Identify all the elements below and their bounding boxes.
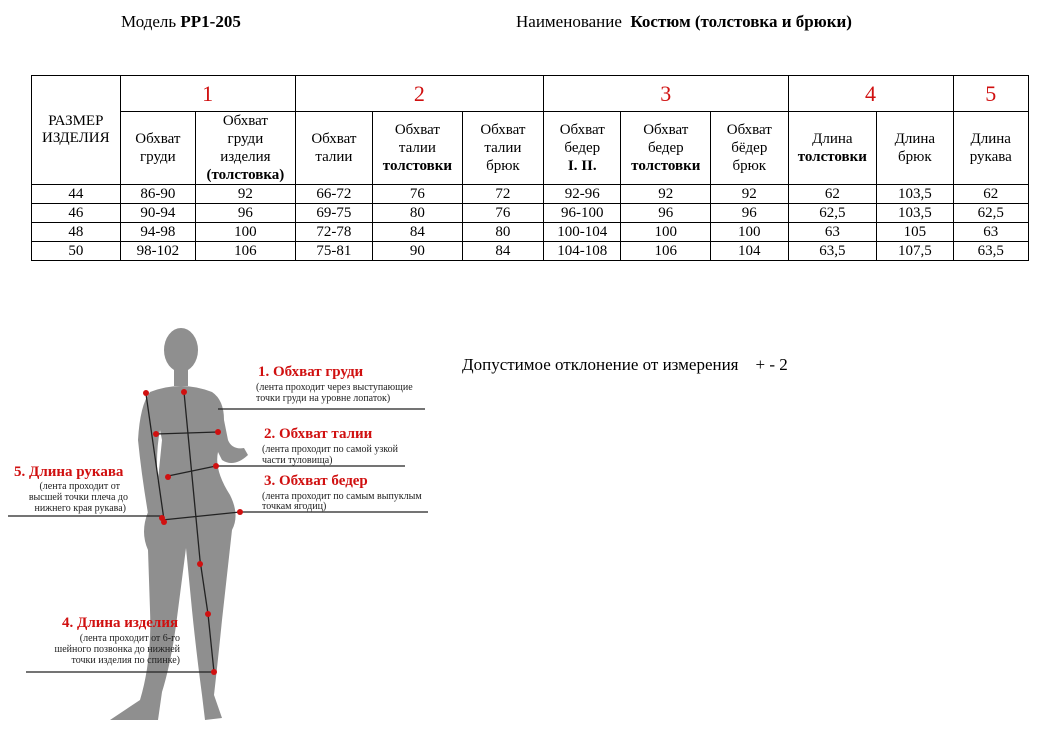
svg-text:1. Обхват груди: 1. Обхват груди: [258, 364, 364, 380]
col-sleeve-length: Длина рукава: [953, 112, 1029, 185]
svg-text:(лента проходит через выступаю: (лента проходит через выступающие: [256, 382, 413, 393]
tolerance-note: Допустимое отклонение от измерения + - 2: [462, 355, 788, 374]
svg-text:(лента проходит по самой узкой: (лента проходит по самой узкой: [262, 444, 398, 455]
col-waist-pants: Обхват талии брюк: [462, 112, 543, 185]
annotation-length: [55, 615, 181, 666]
col-hips-hoodie: Обхват бедер толстовки: [621, 112, 711, 185]
annotation-hips: [262, 473, 422, 512]
product-name-header: [516, 12, 852, 32]
svg-text:(лента проходит от 6-го: (лента проходит от 6-го: [79, 633, 180, 644]
table-row: 50 98-102 106 75-81 90 84 104-108 106 104 63,5 107,5 63,5: [32, 242, 1029, 261]
svg-text:(лента проходит от: (лента проходит от: [39, 481, 120, 492]
group-5-header: 5: [953, 76, 1029, 112]
svg-text:(лента проходит по самым выпук: (лента проходит по самым выпуклым: [262, 491, 422, 502]
svg-text:нижнего края рукава): нижнего края рукава): [34, 503, 126, 514]
col-length-hoodie: Длина толстовки: [788, 112, 877, 185]
name-value: Костюм (толстовка и брюки): [630, 12, 852, 31]
annotation-chest: [256, 364, 413, 404]
svg-text:высшей точки плеча до: высшей точки плеча до: [28, 492, 128, 503]
col-waist: Обхват талии: [295, 112, 372, 185]
svg-text:3. Обхват бедер: 3. Обхват бедер: [264, 473, 368, 489]
col-hips: Обхват бедер I. II.: [544, 112, 621, 185]
table-row: 44 86-90 92 66-72 76 72 92-96 92 92 62 103,5 62: [32, 185, 1029, 204]
table-row: 48 94-98 100 72-78 84 80 100-104 100 100 63 105 63: [32, 223, 1029, 242]
col-garment-chest: Обхват груди изделия (толстовка): [196, 112, 296, 185]
col-waist-hoodie: Обхват талии толстовки: [373, 112, 463, 185]
svg-text:4. Длина изделия: 4. Длина изделия: [62, 615, 179, 631]
name-label: Наименование: [516, 12, 622, 31]
svg-text:5. Длина рукава: 5. Длина рукава: [14, 464, 124, 480]
group-2-header: 2: [295, 76, 543, 112]
svg-text:точки груди на уровне лопаток): точки груди на уровне лопаток): [256, 393, 391, 404]
svg-text:части туловища): части туловища): [262, 455, 333, 466]
annotation-sleeve: [14, 464, 128, 514]
measurement-figure: [0, 320, 460, 730]
col-length-pants: Длина брюк: [877, 112, 953, 185]
svg-text:точки изделия по спинке): точки изделия по спинке): [71, 655, 180, 666]
col-chest: Обхват груди: [120, 112, 195, 185]
model-header: [121, 12, 241, 32]
svg-text:точкам ягодиц): точкам ягодиц): [262, 501, 327, 512]
annotation-waist: [262, 426, 399, 466]
model-label: Модель: [121, 12, 177, 31]
table-row: 46 90-94 96 69-75 80 76 96-100 96 96 62,5 103,5 62,5: [32, 204, 1029, 223]
col-hips-pants: Обхват бёдер брюк: [711, 112, 788, 185]
model-value: РР1-205: [180, 12, 241, 31]
group-1-header: 1: [120, 76, 295, 112]
svg-text:шейного позвонка до нижней: шейного позвонка до нижней: [54, 644, 180, 655]
svg-text:2. Обхват талии: 2. Обхват талии: [264, 426, 373, 442]
size-table: [31, 75, 1029, 261]
size-header: РАЗМЕР ИЗДЕЛИЯ: [32, 76, 121, 185]
group-4-header: 4: [788, 76, 953, 112]
group-3-header: 3: [544, 76, 788, 112]
